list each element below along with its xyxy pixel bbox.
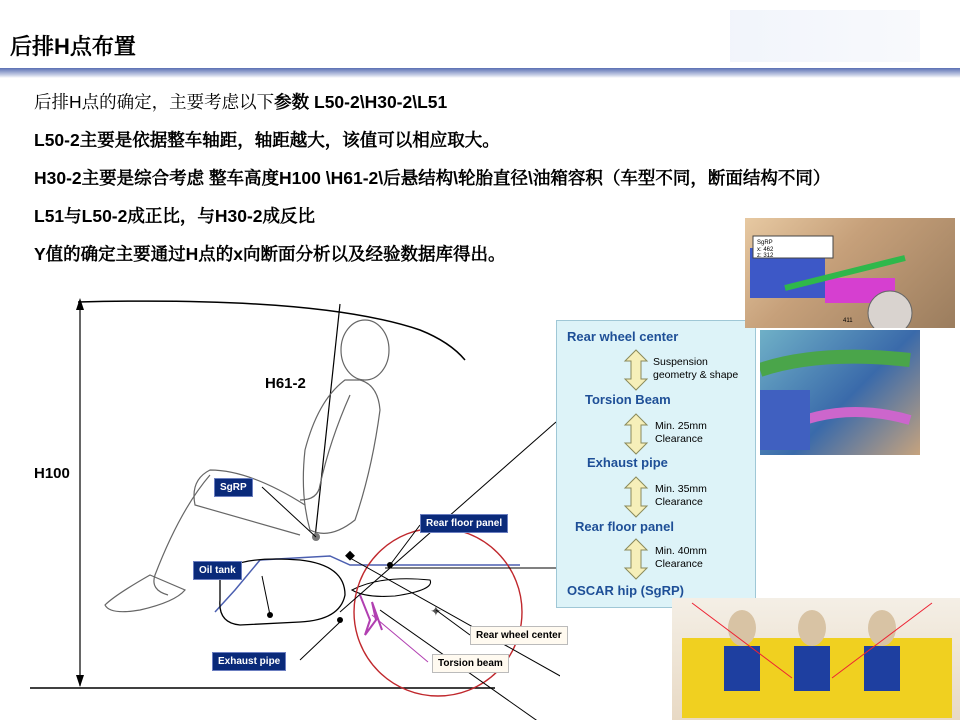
title-bar bbox=[0, 0, 960, 80]
bullet-4-bold: L51与L50-2成正比，与H30-2成反比 bbox=[34, 206, 316, 226]
cad-image-rear-wheel bbox=[745, 218, 955, 328]
flow-arrow-3 bbox=[623, 476, 649, 518]
wheel-center-marker: ✦ bbox=[430, 603, 442, 619]
cad-tank-block bbox=[760, 390, 810, 450]
bullet-2 bbox=[34, 126, 939, 154]
h100-label: H100 bbox=[34, 465, 70, 482]
bullet-1-normal: 后排H点的确定，主要考虑以下 bbox=[34, 92, 275, 112]
bullet-3-bold: H30-2主要是综合考虑 整车高度H100 \H61-2\后悬结构\轮胎直径\油箱容积（车型不同，断面结构不同） bbox=[34, 168, 831, 188]
flow-arrow-2 bbox=[623, 413, 649, 455]
exhaust-pipe-tag: Exhaust pipe bbox=[212, 652, 286, 671]
flow-note-25mm: Min. 25mm Clearance bbox=[655, 420, 707, 445]
mannequin-foot bbox=[105, 575, 185, 612]
cad-floor-beam bbox=[760, 357, 910, 370]
sgrp-tag: SgRP bbox=[214, 478, 253, 497]
h61-line bbox=[315, 304, 340, 538]
h100-arrow-bottom bbox=[76, 675, 84, 687]
mannequin-head bbox=[341, 320, 389, 380]
flow-item-rear-floor-panel: Rear floor panel bbox=[575, 519, 674, 534]
h100-arrow-top bbox=[76, 298, 84, 310]
flow-item-oscar-hip: OSCAR hip (SgRP) bbox=[567, 583, 684, 598]
flow-note-40mm: Min. 40mm Clearance bbox=[655, 545, 707, 570]
h61-label: H61-2 bbox=[265, 375, 306, 392]
cad-label-x: x: 462 bbox=[757, 247, 774, 253]
cad-label-dim: 411 bbox=[843, 318, 853, 324]
cad-image-rear-seat-art bbox=[672, 598, 960, 720]
mannequin bbox=[105, 320, 389, 612]
flow-note-suspension: Suspension geometry & shape bbox=[653, 356, 739, 381]
torsion-beam-tag: Torsion beam bbox=[432, 654, 509, 673]
flow-arrow-4 bbox=[623, 538, 649, 580]
bullet-3 bbox=[34, 164, 939, 192]
oil-tank-tag: Oil tank bbox=[193, 561, 242, 580]
cad-label-z: z: 312 bbox=[757, 253, 774, 259]
cad-dummy-body-1 bbox=[724, 646, 760, 691]
title-underline bbox=[0, 68, 960, 78]
slide-title: 后排H点布置 bbox=[10, 34, 136, 59]
torsion-beam-shape bbox=[360, 595, 382, 635]
clearance-flow-panel bbox=[556, 320, 756, 608]
cad-label-sgrp: SgRP bbox=[757, 240, 773, 246]
mannequin-torso bbox=[303, 380, 380, 533]
flow-item-exhaust-pipe: Exhaust pipe bbox=[587, 455, 668, 470]
rear-floor-tag: Rear floor panel bbox=[420, 514, 508, 533]
flow-note-35mm: Min. 35mm Clearance bbox=[655, 483, 707, 508]
sgrp-diamond bbox=[345, 551, 355, 561]
cad-image-suspension-art bbox=[760, 330, 920, 455]
leader-oil-tank bbox=[262, 576, 270, 615]
bullet-5-bold: Y值的确定主要通过H点的x向断面分析以及经验数据库得出。 bbox=[34, 244, 506, 264]
flow-item-rear-wheel-center: Rear wheel center bbox=[567, 329, 679, 344]
roof-line bbox=[78, 301, 465, 360]
rear-wheel-center-tag: Rear wheel center bbox=[470, 626, 568, 645]
rear-floor-dot bbox=[387, 562, 393, 568]
cad-dummy-2 bbox=[798, 610, 826, 646]
faded-logo bbox=[730, 10, 920, 62]
flow-item-torsion-beam: Torsion Beam bbox=[585, 392, 671, 407]
flow-arrow-1 bbox=[623, 349, 649, 391]
leader-exhaust-dot bbox=[337, 617, 343, 623]
cad-dummy-body-2 bbox=[794, 646, 830, 691]
leader-sgrp bbox=[262, 487, 316, 537]
cad-image-rear-wheel-art bbox=[745, 218, 955, 328]
bullet-2-bold: L50-2主要是依据整车轴距，轴距越大，该值可以相应取大。 bbox=[34, 130, 500, 150]
bullet-1 bbox=[34, 88, 939, 116]
cad-image-suspension bbox=[760, 330, 920, 455]
leader-exhaust bbox=[300, 622, 340, 660]
cad-dummy-body-3 bbox=[864, 646, 900, 691]
leader-oil-tank-dot bbox=[267, 612, 273, 618]
bullet-1-bold: 参数 L50-2\H30-2\L51 bbox=[274, 92, 448, 112]
cad-image-rear-seat bbox=[672, 598, 960, 720]
